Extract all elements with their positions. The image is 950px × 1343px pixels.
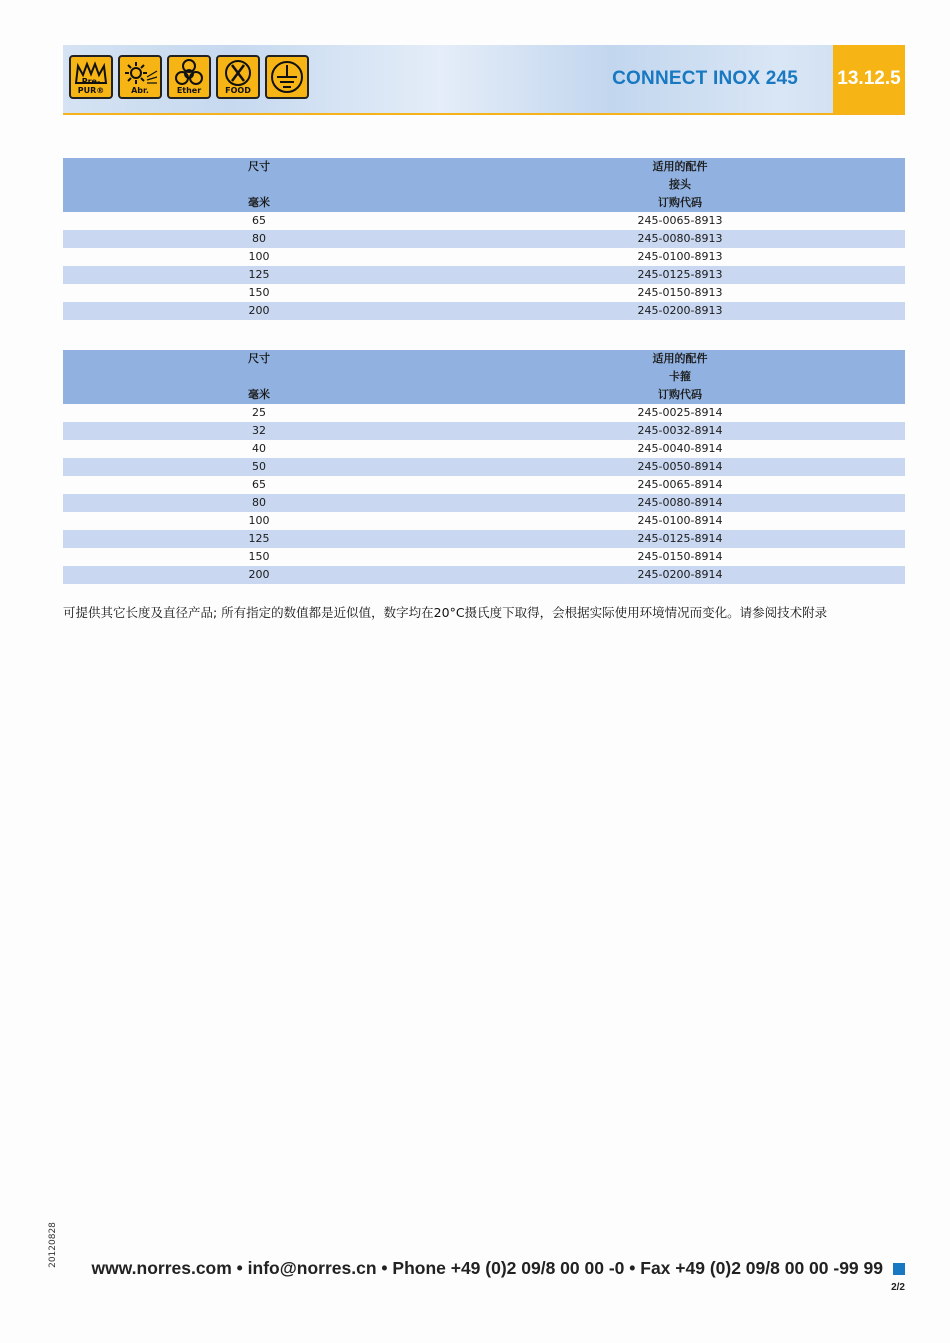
pre-pur-crown-icon [69, 55, 113, 99]
food-icon [216, 55, 260, 99]
abrasion-label: Abr. [131, 86, 149, 95]
date-code: 20120828 [48, 1222, 58, 1268]
page-number: 2/2 [891, 1282, 905, 1293]
table-header-row [63, 350, 905, 404]
earth-ground-icon [265, 55, 309, 99]
table-row: 100 245-0100-8914 [63, 512, 905, 530]
section-number-badge: 13.12.5 [833, 45, 905, 113]
abrasion-icon [118, 55, 162, 99]
code-column-header: 适用的配件 卡箍 订购代码 [455, 350, 905, 404]
table-row: 150 245-0150-8914 [63, 548, 905, 566]
table-row: 125 245-0125-8914 [63, 530, 905, 548]
ether-biohazard-icon [167, 55, 211, 99]
table-row: 100 245-0100-8913 [63, 248, 905, 266]
table-header-row [63, 158, 905, 212]
code-column-header: 适用的配件 接头 订购代码 [455, 158, 905, 212]
food-label: FOOD [225, 86, 251, 95]
property-icons [69, 55, 309, 99]
clamps-table [63, 350, 905, 584]
header-banner [63, 45, 905, 115]
table-row: 200 245-0200-8914 [63, 566, 905, 584]
pre-pur-label: Pre-PUR® [77, 77, 105, 95]
footnote: 可提供其它长度及直径产品; 所有指定的数值都是近似值，数字均在20°C摄氏度下取得，会根据实际使用环境情况而变化。请参阅技术附录 [63, 605, 828, 620]
table-row: 65 245-0065-8914 [63, 476, 905, 494]
table-row: 150 245-0150-8913 [63, 284, 905, 302]
blue-square-marker [893, 1263, 905, 1275]
table-row: 200 245-0200-8913 [63, 302, 905, 320]
table-row: 50 245-0050-8914 [63, 458, 905, 476]
table-row: 80 245-0080-8914 [63, 494, 905, 512]
table-row: 65 245-0065-8913 [63, 212, 905, 230]
table-row: 25 245-0025-8914 [63, 404, 905, 422]
table-row: 125 245-0125-8913 [63, 266, 905, 284]
size-column-header: 尺寸 毫米 [63, 350, 455, 404]
ether-label: Ether [176, 86, 202, 95]
product-title: CONNECT INOX 245 [612, 68, 798, 89]
table-row: 80 245-0080-8913 [63, 230, 905, 248]
table-row: 40 245-0040-8914 [63, 440, 905, 458]
fittings-table [63, 158, 905, 320]
contact-line: www.norres.com • info@norres.cn • Phone +49 (0)2 09/8 00 00 -0 • Fax +49 (0)2 09/8 00 00 -99 99 [91, 1258, 883, 1278]
size-column-header: 尺寸 毫米 [63, 158, 455, 212]
table-row: 32 245-0032-8914 [63, 422, 905, 440]
